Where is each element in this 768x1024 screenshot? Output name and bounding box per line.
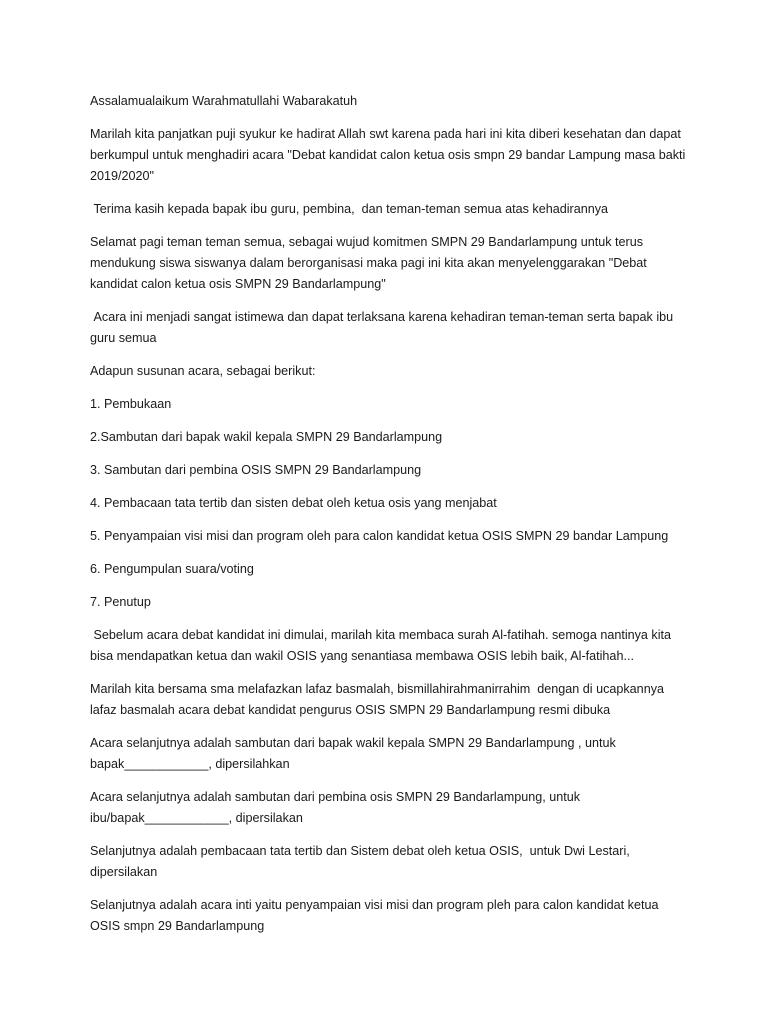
basmalah-paragraph: Marilah kita bersama sma melafazkan lafaz basmalah, bismillahirahmanirrahim dengan di ucapkannya lafaz basmalah acara debat kandidat pengurus OSIS SMPN 29 Bandarlampung resmi dibuka — [90, 682, 668, 717]
agenda-item: 1. Pembukaan — [90, 397, 172, 411]
agenda-item: 6. Pengumpulan suara/voting — [90, 562, 254, 576]
greeting-paragraph: Assalamualaikum Warahmatullahi Wabarakatuh — [90, 94, 358, 108]
main-event-paragraph: Selanjutnya adalah acara inti yaitu penyampaian visi misi dan program pleh para calon kandidat ketua OSIS smpn 29 Bandarlampung — [90, 898, 662, 933]
special-event-paragraph: Acara ini menjadi sangat istimewa dan dapat terlaksana karena kehadiran teman-teman serta bapak ibu guru semua — [90, 310, 677, 345]
opening-paragraph: Marilah kita panjatkan puji syukur ke hadirat Allah swt karena pada hari ini kita diberi kesehatan dan dapat berkumpul untuk menghadiri acara "Debat kandidat calon ketua osis smpn 29 bandar Lampung masa bakti 2019/2020" — [90, 127, 689, 183]
vice-principal-speech-paragraph: Acara selanjutnya adalah sambutan dari bapak wakil kepala SMPN 29 Bandarlampung , untuk bapak____________, dipersilahkan — [90, 736, 620, 771]
agenda-heading: Adapun susunan acara, sebagai berikut: — [90, 364, 316, 378]
prayer-paragraph: Sebelum acara debat kandidat ini dimulai, marilah kita membaca surah Al-fatihah. semoga nantinya kita bisa mendapatkan ketua dan wakil OSIS yang senantiasa membawa OSIS lebih baik, Al-fatihah... — [90, 628, 675, 663]
agenda-item: 2.Sambutan dari bapak wakil kepala SMPN 29 Bandarlampung — [90, 430, 443, 444]
agenda-item: 5. Penyampaian visi misi dan program oleh para calon kandidat ketua OSIS SMPN 29 bandar Lampung — [90, 529, 669, 543]
advisor-speech-paragraph: Acara selanjutnya adalah sambutan dari pembina osis SMPN 29 Bandarlampung, untuk ibu/bapak____________, dipersilakan — [90, 790, 584, 825]
rules-reading-paragraph: Selanjutnya adalah pembacaan tata tertib dan Sistem debat oleh ketua OSIS, untuk Dwi Lestari, dipersilakan — [90, 844, 634, 879]
agenda-item: 3. Sambutan dari pembina OSIS SMPN 29 Bandarlampung — [90, 463, 422, 477]
thanks-paragraph: Terima kasih kepada bapak ibu guru, pembina, dan teman-teman semua atas kehadirannya — [90, 202, 609, 216]
agenda-item: 4. Pembacaan tata tertib dan sisten debat oleh ketua osis yang menjabat — [90, 496, 497, 510]
welcome-paragraph: Selamat pagi teman teman semua, sebagai wujud komitmen SMPN 29 Bandarlampung untuk terus mendukung siswa siswanya dalam berorganisasi maka pagi ini kita akan menyelenggarakan "Debat kandidat calon ketua osis SMPN 29 Bandarlampung" — [90, 235, 651, 291]
document-body — [90, 91, 688, 937]
agenda-item: 7. Penutup — [90, 595, 151, 609]
